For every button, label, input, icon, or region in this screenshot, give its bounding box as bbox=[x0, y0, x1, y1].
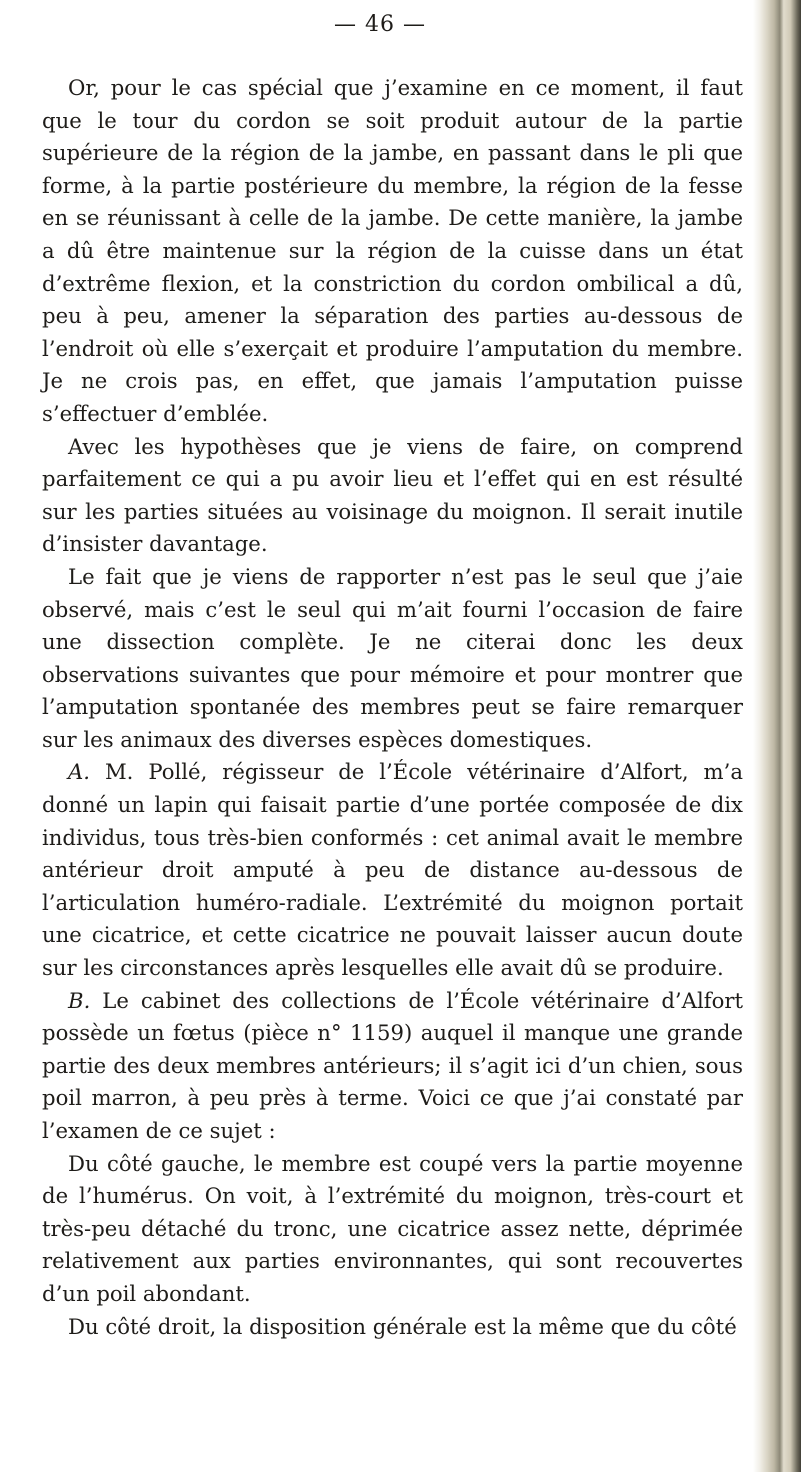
page-binding-edge bbox=[753, 0, 801, 1472]
paragraph-4 bbox=[42, 756, 743, 984]
paragraph-3 bbox=[42, 561, 743, 757]
paragraph-text: M. Pollé, régisseur de l’École vétérinaire d’Alfort, m’a donné un lapin qui faisait partie d’une portée composée de dix individus, tous très-bien conformés : cet animal avait le membre antérieur droit amputé à peu de distance au-dessous de l’articulation huméro-radiale. L’extrémité du moignon portait une cicatrice, et cette cicatrice ne pouvait laisser aucun doute sur les circonstances après lesquelles elle avait dû se produire. bbox=[42, 759, 743, 981]
paragraph-2 bbox=[42, 431, 743, 561]
paragraph-text: Le fait que je viens de rapporter n’est pas le seul que j’aie observé, mais c’est le seul qui m’ait fourni l’occasion de faire une dissection complète. Je ne citerai donc les deux observations suivantes que pour mémoire et pour montrer que l’amputation spontanée des membres peut se faire remarquer sur les animaux des diverses espèces domestiques. bbox=[42, 563, 743, 752]
paragraph-5 bbox=[42, 985, 743, 1148]
body-text bbox=[42, 72, 743, 1343]
paragraph-text: Le cabinet des collections de l’École vétérinaire d’Alfort possède un fœtus (pièce n° 1159) auquel il manque une grande partie des deux membres antérieurs; il s’agit ici d’un chien, sous poil marron, à peu près à terme. Voici ce que j’ai constaté par l’examen de ce sujet : bbox=[42, 987, 743, 1143]
paragraph-text: Du côté droit, la disposition générale est la même que du côté bbox=[68, 1313, 737, 1339]
paragraph-text: Or, pour le cas spécial que j’examine en ce moment, il faut que le tour du cordon se soit produit autour de la partie supérieure de la région de la jambe, en passant dans le pli que forme, à la partie postérieure du membre, la région de la fesse en se réunissant à celle de la jambe. De cette manière, la jambe a dû être maintenue sur la région de la cuisse dans un état d’extrême flexion, et la constriction du cordon ombilical a dû, peu à peu, amener la séparation des parties au-dessous de l’endroit où elle s’exerçait et produire l’amputation du membre. Je ne crois pas, en effet, que jamais l’amputation puisse s’effectuer d’emblée. bbox=[42, 75, 743, 426]
paragraph-lead-b: B. bbox=[68, 987, 91, 1013]
paragraph-text: Avec les hypothèses que je viens de faire, on comprend parfaitement ce qui a pu avoir lieu et l’effet qui en est résulté sur les parties situées au voisinage du moignon. Il serait inutile d’insister davantage. bbox=[42, 433, 743, 557]
paragraph-text: Du côté gauche, le membre est coupé vers la partie moyenne de l’humérus. On voit, à l’extrémité du moignon, très-court et très-peu détaché du tronc, une cicatrice assez nette, déprimée relativement aux parties environnantes, qui sont recouvertes d’un poil abondant. bbox=[42, 1150, 743, 1306]
paragraph-6 bbox=[42, 1148, 743, 1311]
paragraph-1 bbox=[42, 72, 743, 431]
paragraph-lead-a: A. bbox=[68, 759, 91, 785]
paragraph-7 bbox=[42, 1311, 743, 1344]
page-number: — 46 — bbox=[334, 12, 426, 37]
